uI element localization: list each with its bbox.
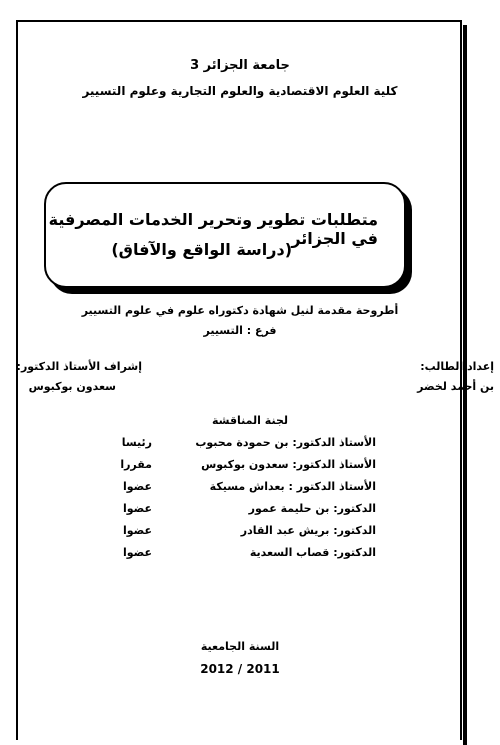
committee-member-name: الدكتور: بريش عبد القادر	[240, 524, 376, 537]
university-name: جامعة الجزائر 3	[190, 58, 290, 73]
thesis-title-line1: متطلبات تطوير وتحرير الخدمات المصرفية في الجزائر	[48, 210, 378, 248]
thesis-description: أطروحة مقدمة لنيل شهادة دكتوراه علوم في علوم التسيير	[81, 304, 399, 317]
committee-member-role: عضوا	[122, 524, 152, 537]
supervisor-name: سعدون بوكبوس	[28, 380, 116, 393]
committee-member-name: الأستاذ الدكتور: بن حمودة محبوب	[195, 436, 376, 449]
committee-member-role: مقررا	[120, 458, 152, 471]
student-label: إعداد الطالب:	[420, 360, 494, 373]
title-box	[44, 182, 406, 288]
thesis-branch: فرع : التسيير	[203, 324, 277, 337]
committee-member-name: الدكتور: بن حليمة عمور	[248, 502, 376, 515]
faculty-name: كلية العلوم الاقتصادية والعلوم التجارية وعلوم التسيير	[82, 84, 398, 98]
thesis-title-line2: (دراسة الواقع والآفاق)	[111, 240, 292, 259]
student-name: بن أحمد لخضر	[417, 380, 494, 393]
supervisor-label: إشراف الأستاذ الدكتور:	[16, 360, 142, 373]
committee-member-role: عضوا	[122, 480, 152, 493]
committee-member-role: عضوا	[122, 546, 152, 559]
committee-member-role: عضوا	[122, 502, 152, 515]
committee-member-role: رئيسا	[121, 436, 152, 449]
committee-member-name: الأستاذ الدكتور : بعداش مسيكة	[209, 480, 376, 493]
committee-member-name: الأستاذ الدكتور: سعدون بوكبوس	[201, 458, 376, 471]
committee-member-name: الدكتور: قصاب السعدية	[249, 546, 376, 559]
academic-year-label: السنة الجامعية	[200, 640, 280, 653]
committee-heading: لجنة المناقشة	[211, 414, 288, 427]
academic-year: 2012 / 2011	[200, 662, 280, 676]
